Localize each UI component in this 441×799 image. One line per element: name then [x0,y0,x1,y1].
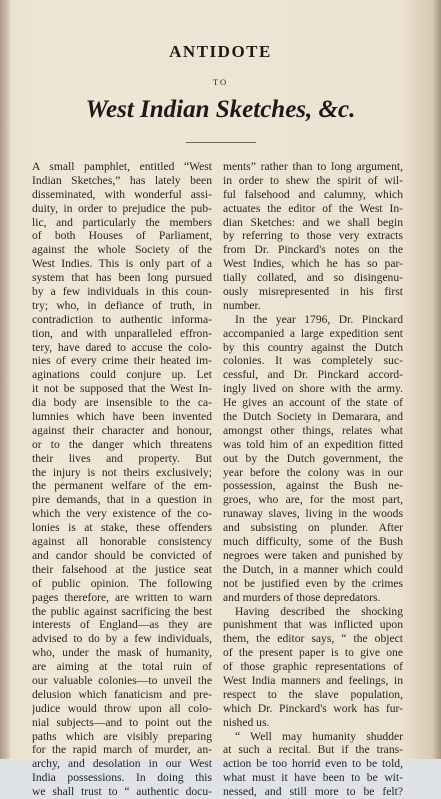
text-line: colonies. It was completely suc- [223,354,403,368]
text-line: was told him of an expedition fitted [223,437,403,451]
text-line: it not be supposed that the West In- [32,382,212,396]
text-line: the injury is not theirs exclusively; [32,465,212,479]
text-line: nial subjects—and to point out the [32,715,212,729]
text-line: tion, and with unparalleled effron- [32,326,212,340]
text-line: against all honorable consistency [32,535,212,549]
text-line: West Indies. This is only part of a [32,257,212,271]
text-line: by referring to those very extracts [223,229,403,243]
text-line: action be too horrid even to be told, [223,757,403,771]
text-line: ingly lived on shore with the army. [223,382,403,396]
text-line: the Dutch Society in Demarara, and [223,410,403,424]
text-line: judice would throw upon all colo- [32,701,212,715]
text-line: accompanied a large expedition sent [223,326,403,340]
text-line: what must it have been to be wit- [223,771,403,785]
text-line: contradiction to authentic informa- [32,312,212,326]
text-line: from Dr. Pinckard's notes on the [223,243,403,257]
text-line: of both Houses of Parliament, [32,229,212,243]
text-line: aginations could conjure up. Let [32,368,212,382]
text-line: dian Sketches: and we shall begin [223,215,403,229]
text-line: lic, and particularly the members [32,215,212,229]
text-line: He gives an account of the state of [223,396,403,410]
text-line: ously misrepresented in his first [223,285,403,299]
text-line: year before the colony was in our [223,465,403,479]
text-line: respect to the slave population, [223,687,403,701]
text-line: at such a recital. But if the trans- [223,743,403,757]
text-line: we shall trust to “ authentic docu- [32,785,212,799]
text-line: archy, and desolation in our West [32,757,212,771]
text-line: or to the danger which threatens [32,437,212,451]
text-line: runaway slaves, living in the woods [223,507,403,521]
text-line: which Dr. Pinckard's work has fur- [223,701,403,715]
text-line: and murders of those depredators. [223,590,381,604]
text-line: paths which are visibly preparing [32,729,212,743]
text-line: who, under the mask of humanity, [32,646,212,660]
text-line: nished us. [223,715,270,729]
text-line: of public opinion. The following [32,576,212,590]
text-line: and candor should be convicted of [32,548,212,562]
text-column-left [32,160,212,799]
text-line: groes, who are, for the most part, [223,493,403,507]
text-line: West India manners and feelings, in [223,673,403,687]
text-line: try; who, in defiance of truth, in [32,298,212,312]
text-line: much difficulty, some of the Bush [223,535,403,549]
text-line: number. [223,298,261,312]
text-column-right [223,160,403,799]
text-line: punishment that was inflicted upon [223,618,403,632]
text-line: actuates the editor of the West In- [223,201,403,215]
text-line: our valuable colonies—to unveil the [32,673,212,687]
text-line: nies of every crime their heated im- [32,354,212,368]
text-line: advised to do by a few individuals, [32,632,212,646]
text-line: A small pamphlet, entitled “West [32,160,212,173]
text-line: of those graphic representations of [223,660,403,674]
text-line: them, the editor says, “ the object [223,632,403,646]
text-line: possession, against the Bush ne- [223,479,403,493]
text-line: the public against sacrificing the best [32,604,212,618]
title-rule [186,142,256,143]
text-line: delusion which fanaticism and pre- [32,687,212,701]
text-line: dia body are insensible to the ca- [32,396,212,410]
text-line: out by the Dutch government, the [223,451,403,465]
text-line: cessful, and Dr. Pinckard accord- [223,368,403,382]
title-west-indian-sketches: West Indian Sketches, &c. [85,96,356,123]
text-line: and subsisting on plunder. After [223,521,403,535]
text-line: for the rapid march of murder, an- [32,743,212,757]
text-line: in order to shew the spirit of wil- [223,173,403,187]
text-line: lonies is at stake, these offenders [32,521,212,535]
text-line: Indian Sketches,” has lately been [32,173,212,187]
text-line: which the very existence of the co- [32,507,212,521]
text-line: amongst other things, relates what [223,423,403,437]
text-line: Having described the shocking [235,604,403,618]
text-line: nessed, and still more to be felt? [223,785,403,799]
text-line: not be justified even by the crimes [223,576,403,590]
text-line: their lives and property. But [32,451,212,465]
text-line: ments” rather than to long argument, [223,160,403,173]
text-line: by this country against the Dutch [223,340,403,354]
text-line: India possessions. In doing this [32,771,212,785]
text-line: against the whole Society of the [32,243,212,257]
text-line: duity, in order to prejudice the pub- [32,201,212,215]
text-line: tery, have dared to accuse the colo- [32,340,212,354]
text-line: the Dutch, in a manner which could [223,562,403,576]
text-line: pages therefore, are written to warn [32,590,212,604]
text-line: by a few individuals in this coun- [32,285,212,299]
title-antidote: ANTIDOTE [169,42,272,61]
text-line: their falsehood at the justice seat [32,562,212,576]
text-line: disseminated, with wonderful assi- [32,187,212,201]
text-line: against their character and honour, [32,423,212,437]
text-line: negroes were taken and punished by [223,548,403,562]
text-line: ful falsehood and calumny, which [223,187,403,201]
text-line: West Indies, which he has so par- [223,257,403,271]
text-line: are aiming at the total ruin of [32,660,212,674]
title-to: TO [212,77,229,87]
text-line: of the present paper is to give one [223,646,403,660]
text-line: interests of England—as they are [32,618,212,632]
text-line: tially collated, and so disingenu- [223,271,403,285]
text-line: lumnies which have been invented [32,410,212,424]
text-line: pire demands, that in a question in [32,493,212,507]
text-line: In the year 1796, Dr. Pinckard [235,312,403,326]
text-line: “ Well may humanity shudder [235,729,403,743]
text-line: the permanent welfare of the em- [32,479,212,493]
text-line: system that has been long pursued [32,271,212,285]
